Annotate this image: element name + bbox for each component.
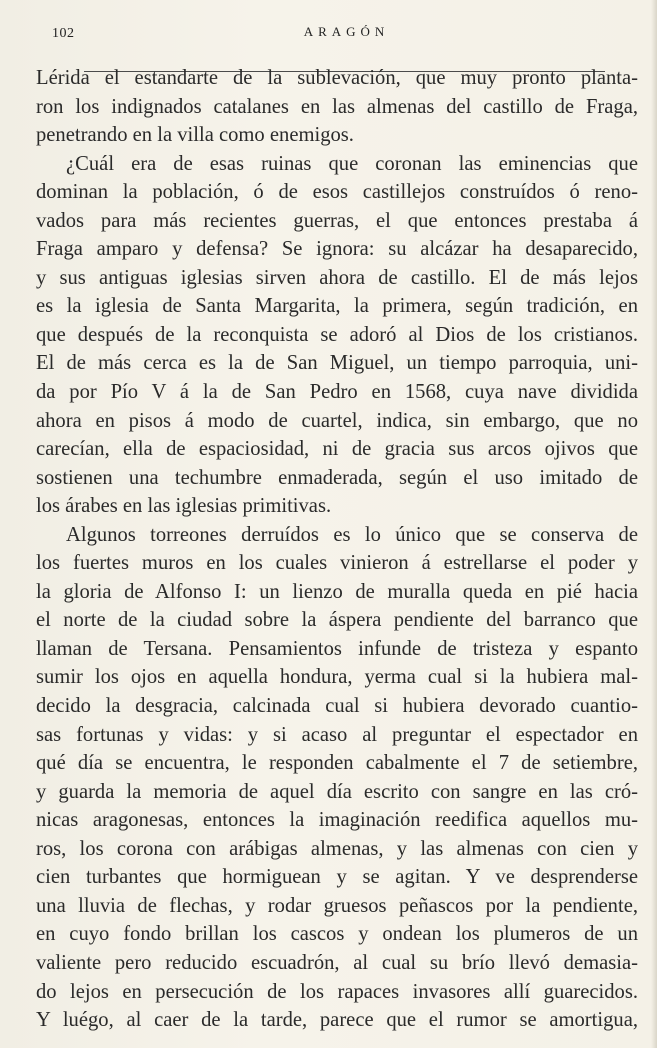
text-line: llaman de Tersana. Pensamientos infunde de tristeza y espanto	[36, 637, 638, 660]
text-line: y sus antiguas iglesias sirven ahora de castillo. El de más lejos	[36, 266, 638, 289]
text-line: El de más cerca es la de San Miguel, un tiempo parroquia, uni-	[36, 352, 638, 375]
text-line: la gloria de Alfonso I: un lienzo de muralla queda en pié hacia	[36, 580, 638, 603]
text-line: valiente pero reducido escuadrón, al cual su brío llevó demasia-	[36, 951, 638, 974]
text-line: ros, los corona con arábigas almenas, y las almenas con cien y	[36, 837, 638, 860]
text-line: vados para más recientes guerras, el que entonces prestaba á	[36, 209, 638, 232]
page-number: 102	[52, 26, 75, 41]
text-line: dominan la población, ó de esos castillejos construídos ó reno-	[36, 181, 638, 204]
body-text	[36, 64, 638, 1035]
page-edge-shadow	[651, 0, 657, 1048]
text-line: cien turbantes que hormiguean y se agitan. Y ve desprenderse	[36, 866, 638, 889]
text-line: do lejos en persecución de los rapaces invasores allí guarecidos.	[36, 980, 638, 1003]
text-line: penetrando en la villa como enemigos.	[36, 124, 354, 147]
text-line: sumir los ojos en aquella hondura, yerma cual si la hubiera mal-	[36, 666, 638, 689]
page-header	[36, 22, 635, 52]
text-line: decido la desgracia, calcinada cual si hubiera devorado cuantio-	[36, 695, 638, 718]
text-line: los árabes en las iglesias primitivas.	[36, 495, 332, 518]
text-line: sostienen una techumbre enmaderada, según el uso imitado de	[36, 466, 638, 489]
text-line: Lérida el estandarte de la sublevación, que muy pronto planta-	[36, 67, 638, 89]
text-line: Y luégo, al caer de la tarde, parece que el rumor se amortigua,	[36, 1009, 638, 1032]
text-line: sas fortunas y vidas: y si acaso al preguntar el espectador en	[36, 723, 638, 746]
text-line: ahora en pisos á modo de cuartel, indica, sin embargo, que no	[36, 409, 638, 432]
text-line: ron los indignados catalanes en las almenas del castillo de Fraga,	[36, 95, 638, 118]
text-line: Fraga amparo y defensa? Se ignora: su alcázar ha desaparecido,	[36, 238, 638, 261]
text-line: una lluvia de flechas, y rodar gruesos peñascos por la pendiente,	[36, 894, 638, 917]
text-line: qué día se encuentra, le responden cabalmente el 7 de setiembre,	[36, 752, 638, 775]
text-line: los fuertes muros en los cuales vinieron á estrellarse el poder y	[36, 552, 638, 575]
text-line: nicas aragonesas, entonces la imaginación reedifica aquellos mu-	[36, 809, 638, 832]
text-line: ¿Cuál era de esas ruinas que coronan las eminencias que	[66, 152, 638, 175]
text-line: Algunos torreones derruídos es lo único que se conserva de	[66, 523, 638, 546]
text-line: carecían, ella de espaciosidad, ni de gracia sus arcos ojivos que	[36, 438, 638, 461]
text-line: es la iglesia de Santa Margarita, la primera, según tradición, en	[36, 295, 638, 318]
text-line: y guarda la memoria de aquel día escrito con sangre en las cró-	[36, 780, 638, 803]
text-line: que después de la reconquista se adoró al Dios de los cristianos.	[36, 323, 638, 346]
text-line: el norte de la ciudad sobre la áspera pendiente del barranco que	[36, 609, 638, 632]
running-title: ARAGÓN	[303, 24, 390, 39]
text-line: en cuyo fondo brillan los cascos y ondean los plumeros de un	[36, 923, 638, 946]
text-line: da por Pío V á la de San Pedro en 1568, cuya nave dividida	[36, 381, 638, 404]
